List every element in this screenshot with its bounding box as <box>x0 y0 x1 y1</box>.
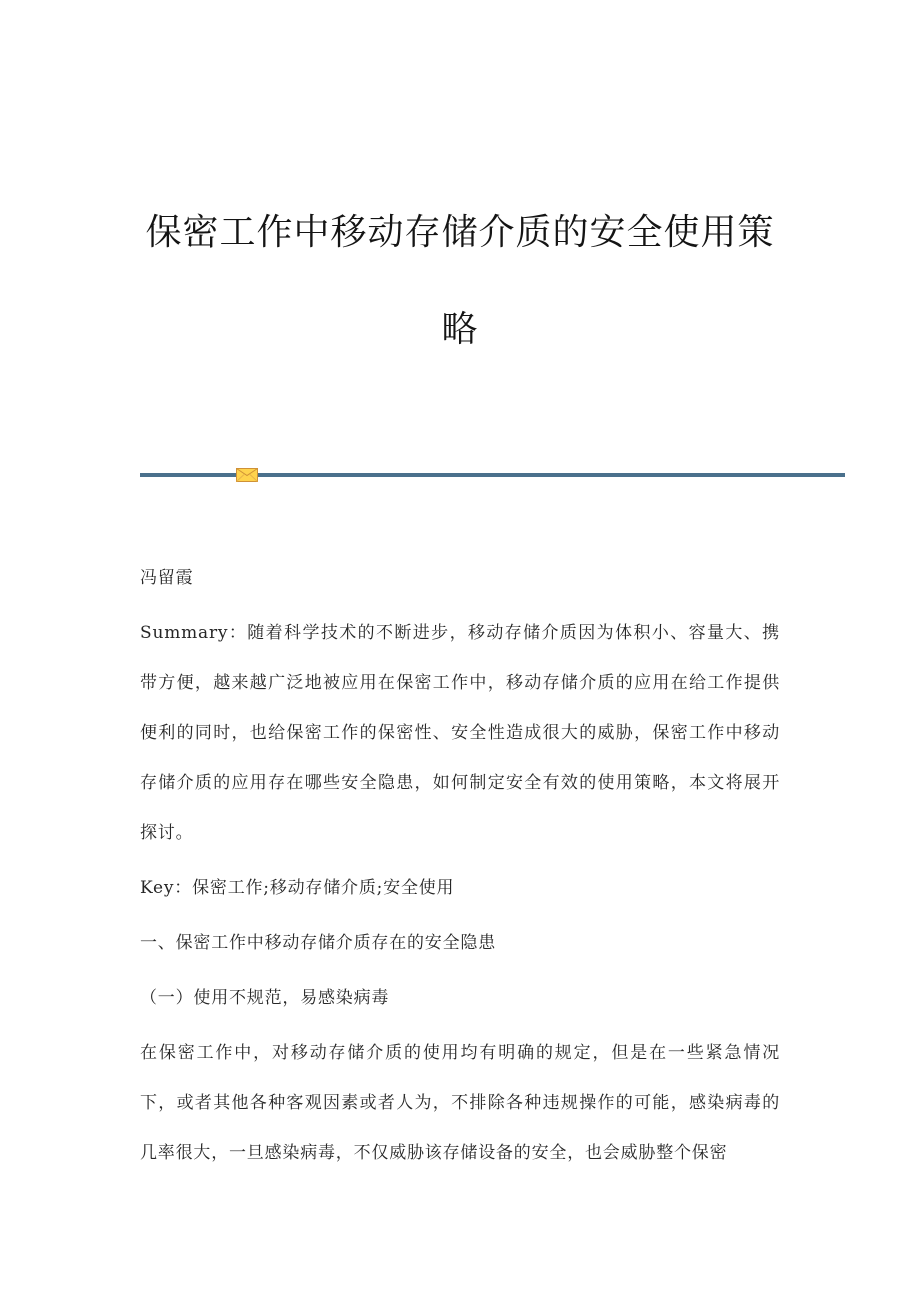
subsection-heading: （一）使用不规范，易感染病毒 <box>140 988 390 1008</box>
document-title: 保密工作中移动存储介质的安全使用策略 <box>145 212 775 350</box>
keywords-line: Key：保密工作;移动存储介质;安全使用 <box>140 878 455 898</box>
document-body <box>140 553 780 1178</box>
section-heading: 一、保密工作中移动存储介质存在的安全隐患 <box>140 933 496 953</box>
summary-paragraph: Summary：随着科学技术的不断进步，移动存储介质因为体积小、容量大、携带方便，越来越广泛地被应用在保密工作中，移动存储介质的应用在给工作提供便利的同时，也给保密工作的保密性、安全性造成很大的威胁，保密工作中移动存储介质的应用存在哪些安全隐患，如何制定安全有效的使用策略，本文将展开探讨。 <box>140 623 780 843</box>
body-paragraph: 在保密工作中，对移动存储介质的使用均有明确的规定，但是在一些紧急情况下，或者其他各种客观因素或者人为，不排除各种违规操作的可能，感染病毒的几率很大，一旦感染病毒，不仅威胁该存储设备的安全，也会威胁整个保密 <box>140 1043 780 1163</box>
envelope-icon <box>236 468 258 482</box>
section-divider <box>140 468 845 482</box>
author-name: 冯留霞 <box>140 568 194 588</box>
